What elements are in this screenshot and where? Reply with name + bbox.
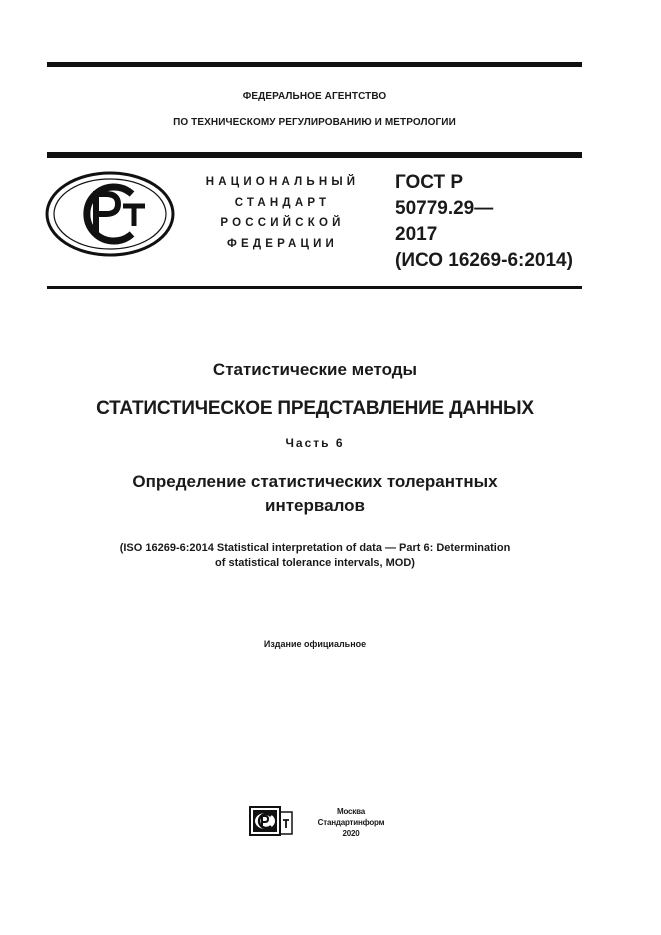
document-part-title [40, 470, 590, 518]
standard-designation [395, 170, 585, 274]
designation-line3: 2017 [395, 224, 438, 245]
iso-reference-line1: (ISO 16269-6:2014 Statistical interpretation of data — Part 6: Determination [119, 542, 511, 554]
designation-line4: (ИСО 16269-6:2014) [395, 250, 573, 271]
designation-line1: ГОСТ Р [395, 172, 464, 193]
iso-reference-line2: of statistical tolerance intervals, MOD) [215, 556, 415, 569]
top-rule [47, 62, 582, 67]
gost-r-logo-icon [44, 170, 176, 258]
publisher-info [311, 806, 391, 839]
publisher-city: Москва [337, 807, 365, 816]
publisher-year: 2020 [342, 829, 360, 838]
iso-reference [40, 541, 590, 570]
agency-name-line1: ФЕДЕРАЛЬНОЕ АГЕНТСТВО [242, 91, 387, 102]
part-title-line1: Определение статистических толерантных [132, 472, 498, 491]
standard-type-line1: НАЦИОНАЛЬНЫЙ [205, 176, 360, 188]
publisher-name: Стандартинформ [317, 818, 385, 827]
standard-type-block [195, 172, 370, 254]
standard-type-line2: СТАНДАРТ [234, 196, 331, 209]
standard-type-line4: ФЕДЕРАЦИИ [226, 237, 339, 250]
designation-line2: 50779.29— [395, 198, 494, 219]
part-title-line2: интервалов [265, 496, 365, 515]
document-subject: Статистические методы [212, 360, 418, 379]
standard-type-line3: РОССИЙСКОЙ [220, 217, 345, 229]
document-main-title: СТАТИСТИЧЕСКОЕ ПРЕДСТАВЛЕНИЕ ДАННЫХ [96, 398, 534, 419]
agency-name-line2: ПО ТЕХНИЧЕСКОМУ РЕГУЛИРОВАНИЮ И МЕТРОЛОГИИ [173, 117, 456, 128]
edition-label: Издание официальное [263, 639, 367, 649]
middle-rule [47, 152, 582, 158]
document-part-number: Часть 6 [285, 436, 345, 450]
bottom-rule [47, 286, 582, 289]
standartinform-logo-icon [249, 806, 293, 836]
